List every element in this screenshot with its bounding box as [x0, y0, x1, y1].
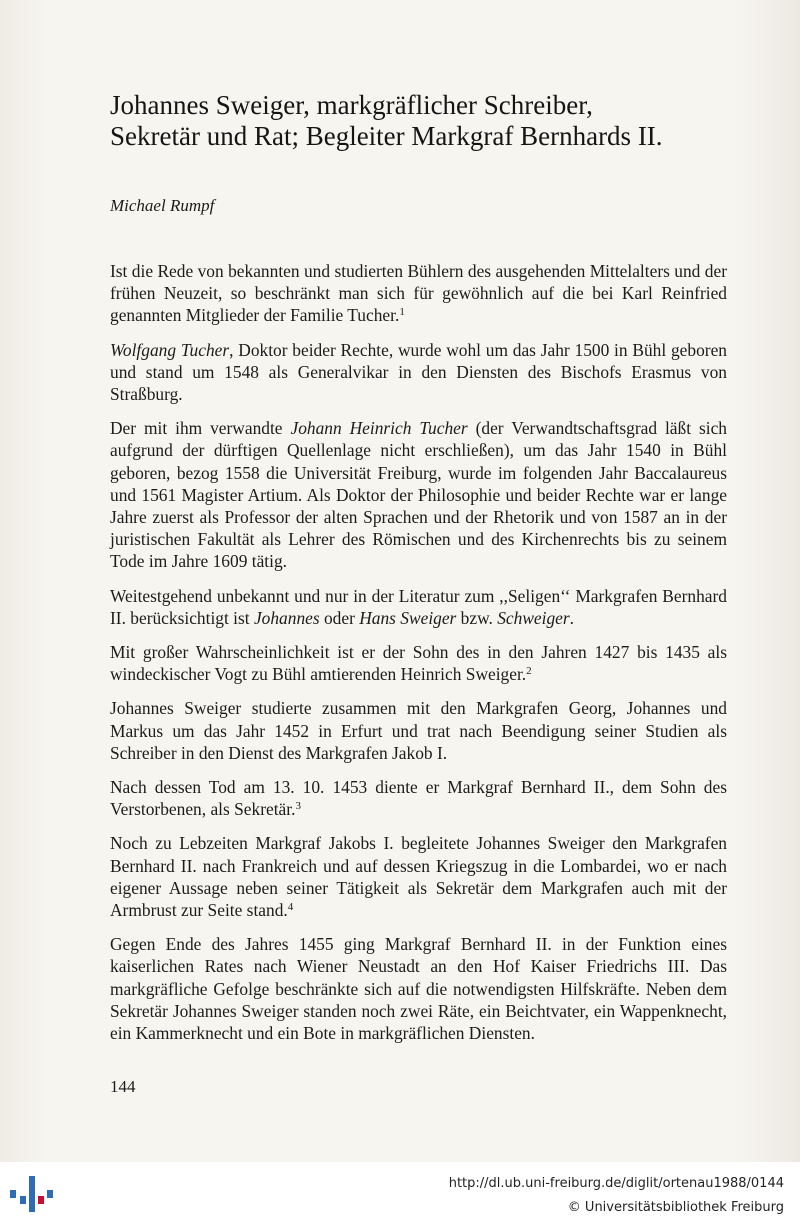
paragraph-1: Ist die Rede von bekannten und studierten Bühlern des ausgehenden Mittelalters und der frühen Neuzeit, so beschränkt man sich für gewöhnlich auf die bei Karl Reinfried genannten Mitglieder der Familie Tucher.$^1$ — [110, 261, 727, 326]
person-name-johann-heinrich-tucher: Johann Heinrich Tucher — [290, 418, 468, 439]
paragraph-7: Nach dessen Tod am 13. 10. 1453 diente er Markgraf Bernhard II., dem Sohn des Verstorbenen, als Sekretär.$^3$ — [110, 777, 727, 820]
logo-bar-left — [10, 1190, 16, 1198]
footnote-ref-4[interactable]: 4 — [287, 901, 294, 914]
person-name-wolfgang-tucher: Wolfgang Tucher — [110, 339, 230, 360]
page-number: 144 — [110, 1077, 136, 1096]
person-name-hans-sweiger: Hans Sweiger — [359, 607, 457, 628]
footnote-ref-2[interactable]: 2 — [526, 665, 532, 678]
author-name: Michael Rumpf — [110, 196, 215, 215]
title-line-2: Sekretär und Rat; Begleiter Markgraf Bernhards II. — [110, 121, 663, 151]
paragraph-6: Johannes Sweiger studierte zusammen mit den Markgrafen Georg, Johannes und Markus um das Jahr 1452 in Erfurt und trat nach Beendigung seiner Studien als Schreiber in den Dienst des Markgrafen Jakob I. — [110, 698, 727, 763]
library-footer — [0, 1162, 800, 1224]
paragraph-2: Wolfgang Tucher, Doktor beider Rechte, wurde wohl um das Jahr 1500 in Bühl geboren und stand um 1548 als Generalvikar in den Diensten des Bischofs Erasmus von Straßburg. — [110, 339, 727, 405]
paragraph-3: Der mit ihm verwandte Johann Heinrich Tucher (der Verwandtschaftsgrad läßt sich aufgrund der dürftigen Quellenlage nicht erschließen), um das Jahr 1540 in Bühl geboren, bezog 1558 die Universität Freiburg, wurde im folgenden Jahr Baccalaureus und 1561 Magister Artium. Als Doktor der Philosophie und beider Rechte war er lange Jahre zuerst als Professor der alten Sprachen und der Rhetorik und von 1587 an in der juristischen Fakultät als Lehrer des Römischen und des Kirchenrechts bis zu seinem Tode im Jahre 1609 tätig. — [110, 418, 727, 572]
person-name-schweiger: Schweiger — [497, 607, 570, 628]
logo-bar-right — [47, 1190, 53, 1198]
logo-bar-mid-right — [38, 1196, 44, 1204]
paragraph-9: Gegen Ende des Jahres 1455 ging Markgraf Bernhard II. in der Funktion eines kaiserlichen Rates nach Wiener Neustadt an den Hof Kaiser Friedrichs III. Das markgräfliche Gefolge beschränkte sich auf die notwendigsten Hilfskräfte. Neben dem Sekretär Johannes Sweiger standen noch zwei Räte, ein Beichtvater, ein Wappenknecht, ein Kammerknecht und ein Bote in markgräflichen Diensten. — [110, 934, 727, 1044]
footnote-ref-1[interactable]: 1 — [399, 306, 405, 319]
logo-bar-center — [29, 1176, 35, 1212]
source-url-link[interactable]: http://dl.ub.uni-freiburg.de/diglit/ortenau1988/0144 — [448, 1176, 784, 1191]
person-name-johannes: Johannes — [253, 607, 320, 628]
footnote-ref-3[interactable]: 3 — [295, 800, 301, 813]
ub-freiburg-logo-icon[interactable] — [10, 1174, 54, 1214]
paragraph-4: Weitestgehend unbekannt und nur in der Literatur zum ,,Seligen‘‘ Markgrafen Bernhard II. berücksichtigt ist Johannes oder Hans Sweiger bzw. Schweiger. — [110, 585, 727, 628]
paragraph-5: Mit großer Wahrscheinlichkeit ist er der Sohn des in den Jahren 1427 bis 1435 als windeckischer Vogt zu Bühl amtierenden Heinrich Sweiger.$^2$ — [110, 642, 727, 685]
copyright-notice: © Universitätsbibliothek Freiburg — [567, 1200, 784, 1215]
article-body — [110, 260, 727, 1056]
logo-bar-mid-left — [20, 1196, 26, 1204]
paragraph-8: Noch zu Lebzeiten Markgraf Jakobs I. begleitete Johannes Sweiger den Markgrafen Bernhard II. nach Frankreich und auf dessen Kriegszug in die Lombardei, wo er nach eigener Aussage neben seiner Tätigkeit als Sekretär dem Markgrafen auch mit der Armbrust zur Seite stand.$^4$ — [110, 833, 727, 921]
article-title — [110, 90, 750, 152]
title-line-1: Johannes Sweiger, markgräflicher Schreiber, — [110, 90, 593, 120]
